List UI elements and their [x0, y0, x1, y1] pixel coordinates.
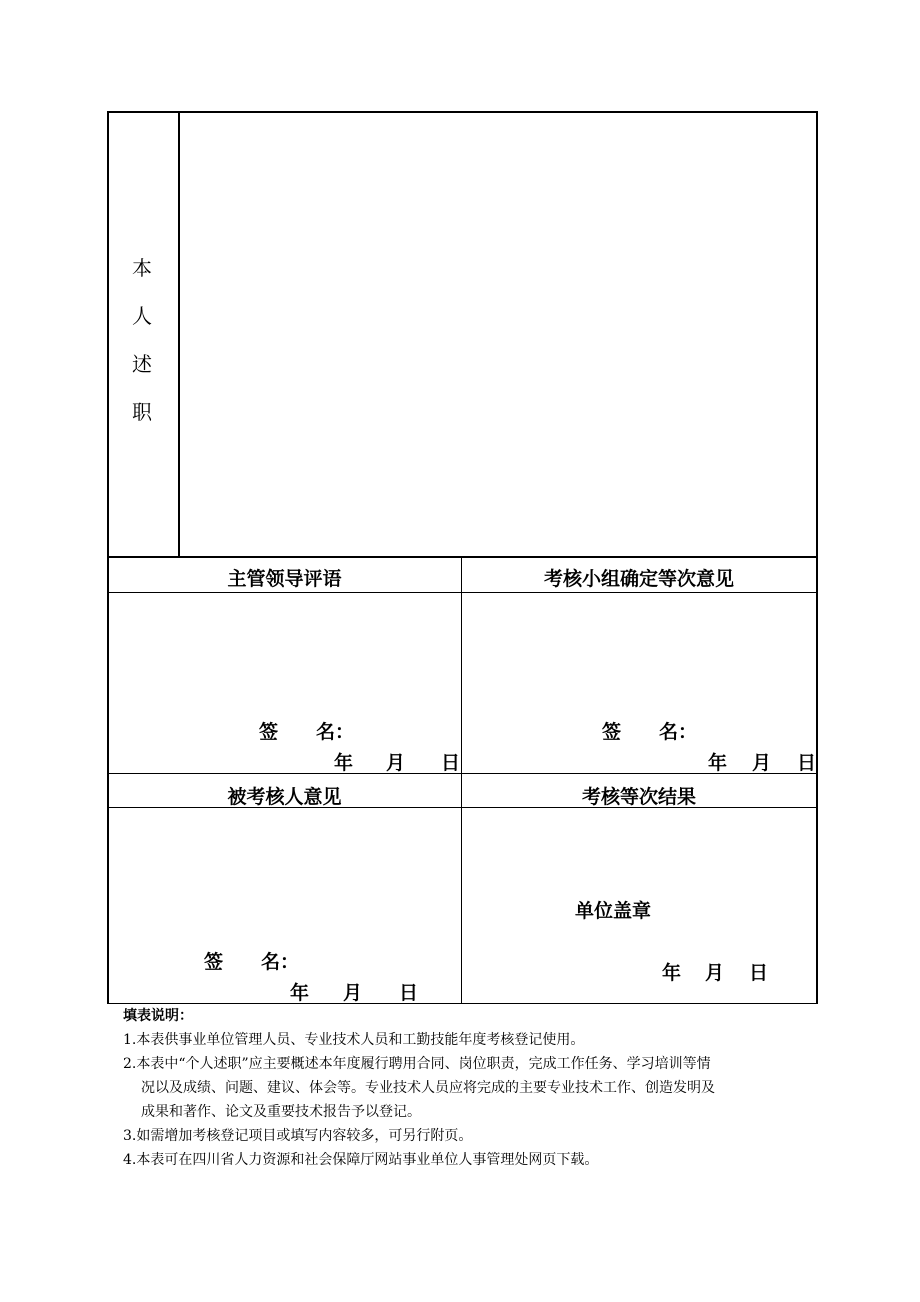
self-statement-bottom-border [107, 556, 818, 558]
examinee-opinion-area[interactable] [110, 810, 459, 935]
supervisor-comment-header: 主管领导评语 [227, 568, 342, 590]
examinee-date-month: 月 [343, 982, 363, 1004]
notes-line-3: 况以及成绩、问题、建议、体会等。专业技术人员应将完成的主要专业技术工作、创造发明及 [141, 1080, 715, 1096]
examinee-sign-label: 签 名： [204, 951, 300, 973]
middle-column-divider [461, 557, 462, 1004]
result-date-day: 日 [749, 962, 769, 984]
self-statement-content-area[interactable] [182, 115, 812, 553]
supervisor-sign-label: 签 名： [259, 721, 355, 743]
opinion-header-bottom-border [107, 592, 818, 593]
supervisor-date-year: 年 [334, 752, 354, 774]
panel-opinion-header: 考核小组确定等次意见 [543, 568, 734, 590]
result-header: 考核等次结果 [581, 786, 696, 808]
notes-line-1: 1.本表供事业单位管理人员、专业技术人员和工勤技能年度考核登记使用。 [123, 1032, 585, 1048]
supervisor-date-day: 日 [441, 752, 461, 774]
examinee-opinion-header: 被考核人意见 [227, 786, 342, 808]
self-statement-label-char-1: 本 [132, 256, 152, 280]
self-statement-label-char-2: 人 [132, 304, 152, 328]
self-statement-divider [178, 111, 180, 557]
table-top-border [107, 111, 818, 113]
unit-seal-label: 单位盖章 [575, 900, 652, 922]
notes-line-6: 4.本表可在四川省人力资源和社会保障厅网站事业单位人事管理处网页下载。 [123, 1152, 599, 1168]
notes-line-2: 2.本表中“个人述职”应主要概述本年度履行聘用合同、岗位职责，完成工作任务、学习培训等情 [123, 1056, 711, 1072]
supervisor-date-month: 月 [386, 752, 406, 774]
panel-date-day: 日 [797, 752, 817, 774]
result-area[interactable] [464, 810, 814, 890]
result-date-year: 年 [662, 962, 682, 984]
panel-date-year: 年 [708, 752, 728, 774]
notes-title: 填表说明： [123, 1008, 193, 1024]
notes-line-4: 成果和著作、论文及重要技术报告予以登记。 [141, 1104, 421, 1120]
self-statement-label-char-3: 述 [132, 352, 152, 376]
supervisor-comment-area[interactable] [110, 595, 459, 705]
examinee-date-day: 日 [399, 982, 419, 1004]
panel-date-month: 月 [752, 752, 772, 774]
examinee-date-year: 年 [290, 982, 310, 1004]
result-date-month: 月 [705, 962, 725, 984]
panel-sign-label: 签 名： [602, 721, 698, 743]
panel-opinion-area[interactable] [464, 595, 814, 705]
notes-line-5: 3.如需增加考核登记项目或填写内容较多，可另行附页。 [123, 1128, 473, 1144]
table-bottom-border [107, 1003, 818, 1004]
self-statement-label-char-4: 职 [132, 400, 152, 424]
